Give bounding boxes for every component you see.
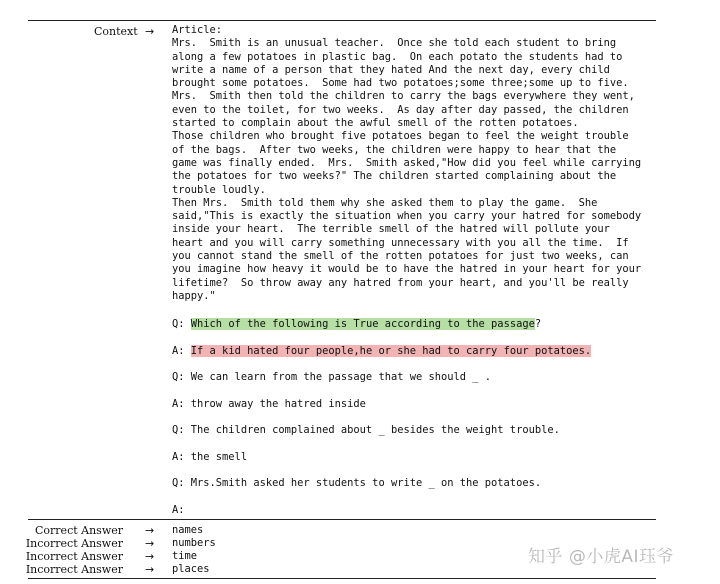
article-line: even to the toilet, for two weeks. As day after day passed, the children xyxy=(172,103,629,116)
answer-arrow-4: → xyxy=(145,563,155,576)
article-line: said,"This is exactly the situation when you carry your hatred for somebody xyxy=(172,210,642,223)
answer-value-incorrect-3: places xyxy=(172,563,210,575)
article-line: write a name of a person that they hated And the next day, every child xyxy=(172,63,610,76)
q1-highlight: Which of the following is True according to the passage xyxy=(190,318,535,330)
article-line: Those children who brought five potatoes began to feel the weight trouble xyxy=(172,130,629,143)
article-line: Article: xyxy=(172,24,223,36)
article-line: lifetime? So throw away any hatred from your heart, and you'll be really xyxy=(172,276,629,289)
article-line: inside your heart. The terrible smell of the hatred will pollute your xyxy=(172,223,610,236)
answer-value-correct: names xyxy=(172,524,204,536)
article-line: you cannot stand the smell of the rotten potatoes for just two weeks, can xyxy=(172,250,629,263)
a1-highlight: If a kid hated four people,he or she had to carry four potatoes. xyxy=(190,345,592,357)
q1-suffix: ? xyxy=(534,318,542,330)
top-rule xyxy=(28,20,656,21)
context-arrow: → xyxy=(145,25,155,38)
answer-2: A: throw away the hatred inside xyxy=(172,398,366,410)
a1-prefix: A: xyxy=(172,345,191,357)
answer-3: A: the smell xyxy=(172,451,248,463)
context-label: Context xyxy=(94,25,138,38)
answer-label-incorrect-3: Incorrect Answer xyxy=(25,563,123,576)
answer-label-correct: Correct Answer xyxy=(35,524,123,537)
answer-value-incorrect-1: numbers xyxy=(172,537,216,549)
article-line: Mrs. Smith then told the children to carry the bags everywhere they went, xyxy=(172,90,635,103)
watermark: 知乎 @小虎AI珏爷 xyxy=(528,547,675,567)
article-line: the potatoes for two weeks?" The children started complaining about the xyxy=(172,170,617,183)
article-line: Then Mrs. Smith told them why she asked them to play the game. She xyxy=(172,196,598,209)
answer-4: A: xyxy=(172,504,185,516)
middle-rule xyxy=(28,519,656,520)
article-line: trouble loudly. xyxy=(172,183,266,196)
answer-1 xyxy=(172,345,591,358)
article-line: of the bags. After two weeks, the children were happy to hear that the xyxy=(172,143,617,156)
q1-prefix: Q: xyxy=(172,318,191,330)
article-line: started to complain about the awful smell of the rotten potatoes. xyxy=(172,117,579,130)
answer-label-incorrect-1: Incorrect Answer xyxy=(25,537,123,550)
question-1 xyxy=(172,318,541,331)
question-2: Q: We can learn from the passage that we should _ . xyxy=(172,371,492,383)
answer-arrow-1: → xyxy=(145,524,155,537)
bottom-rule xyxy=(28,578,656,579)
article-line: game was finally ended. Mrs. Smith asked,"How did you feel while carrying xyxy=(172,156,642,169)
article-line: you imagine how heavy it would be to have the hatred in your heart for your xyxy=(172,263,642,276)
question-4: Q: Mrs.Smith asked her students to write _ on the potatoes. xyxy=(172,477,542,489)
article-line: happy." xyxy=(172,289,216,302)
article-line: along a few potatoes in plastic bag. On each potato the students had to xyxy=(172,50,623,63)
article-line: heart and you will carry something unnecessary with you all the time. If xyxy=(172,236,629,249)
question-3: Q: The children complained about _ besides the weight trouble. xyxy=(172,424,560,436)
answer-arrow-2: → xyxy=(145,537,155,550)
answer-arrow-3: → xyxy=(145,550,155,563)
answer-label-incorrect-2: Incorrect Answer xyxy=(25,550,123,563)
article-line: Mrs. Smith is an unusual teacher. Once she told each student to bring xyxy=(172,37,617,50)
article-text xyxy=(172,24,641,303)
answer-value-incorrect-2: time xyxy=(172,550,198,562)
article-line: brought some potatoes. Some had two potatoes;some three;some up to five. xyxy=(172,77,629,90)
